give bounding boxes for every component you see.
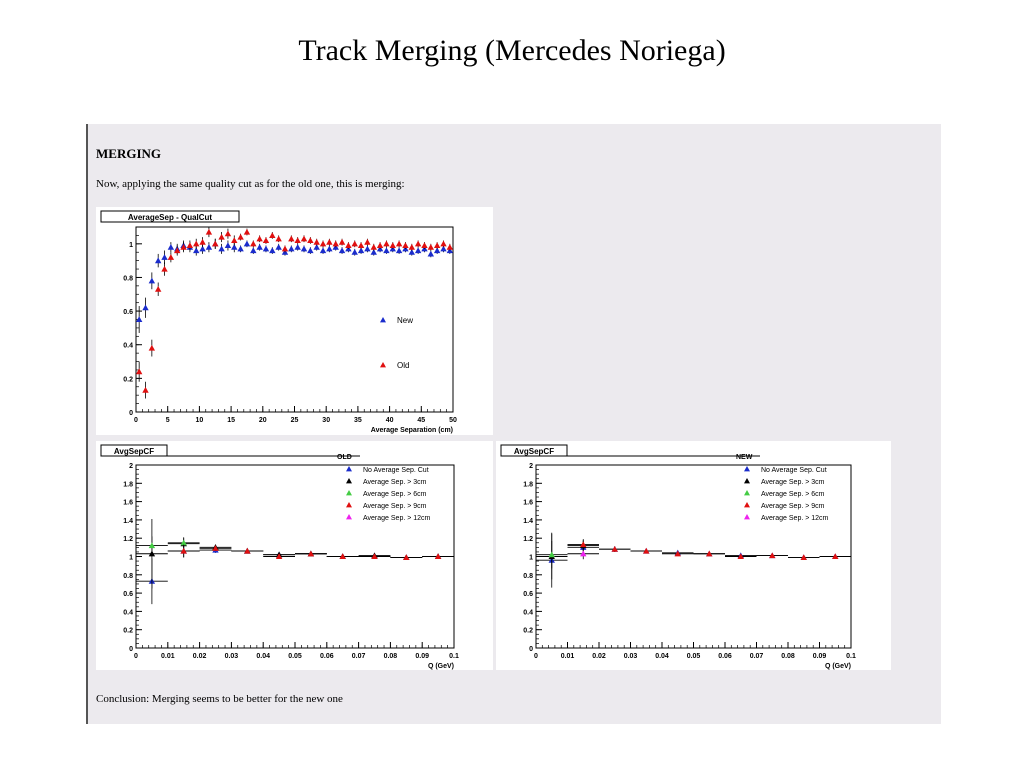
legend-marker [744, 466, 750, 471]
data-point [339, 239, 345, 245]
legend-label: Old [397, 361, 410, 370]
data-point [301, 246, 307, 252]
data-point [282, 246, 288, 252]
x-tick-label: 0.05 [288, 653, 302, 660]
x-tick-label: 0 [134, 653, 138, 660]
data-point [225, 242, 231, 248]
data-point [364, 246, 370, 252]
x-tick-label: 0.09 [415, 653, 430, 660]
x-tick-label: 0.04 [256, 653, 271, 660]
y-tick-label: 0.4 [123, 609, 133, 617]
x-tick-label: 0.04 [655, 653, 669, 660]
data-point [428, 244, 434, 250]
data-point [136, 368, 142, 374]
data-point [155, 257, 161, 263]
x-tick-label: 0.07 [749, 653, 764, 660]
chart-avgsepcf-old [96, 441, 493, 670]
data-point [409, 244, 415, 250]
data-point [320, 247, 326, 253]
data-point [326, 239, 332, 245]
x-axis-label: Q (GeV) [427, 663, 454, 670]
data-point [371, 244, 377, 250]
data-point [364, 239, 370, 245]
data-point [307, 237, 313, 243]
y-tick-label: 1 [529, 554, 533, 562]
data-point [440, 241, 446, 247]
x-tick-label: 0.06 [319, 653, 334, 660]
legend-marker [346, 478, 352, 483]
data-point [263, 246, 269, 252]
legend-marker [380, 362, 386, 367]
data-point [434, 242, 440, 248]
slide-title: Track Merging (Mercedes Noriega) [298, 34, 726, 67]
legend-label: No Average Sep. Cut [363, 467, 429, 474]
y-tick-label: 0 [129, 410, 133, 417]
x-tick-label: 20 [258, 417, 267, 424]
data-point [237, 246, 243, 252]
data-point [447, 244, 453, 250]
x-tick-label: 0.1 [846, 653, 856, 660]
y-tick-label: 0.2 [523, 627, 533, 635]
x-tick-label: 10 [195, 417, 204, 424]
chart-avgsepcf-new [496, 441, 891, 670]
data-point [142, 387, 148, 393]
y-tick-label: 0.8 [123, 275, 133, 283]
x-tick-label: 40 [385, 417, 394, 424]
legend-label: Average Sep. > 6cm [761, 491, 825, 498]
y-tick-label: 1 [129, 554, 133, 562]
data-point [168, 254, 174, 260]
data-point [294, 237, 300, 243]
data-point [352, 241, 358, 247]
x-axis-label: Average Separation (cm) [370, 427, 453, 434]
x-tick-label: 0.1 [449, 653, 459, 660]
chart-title: AverageSep - QualCut [127, 213, 213, 222]
x-tick-label: 0.08 [383, 653, 398, 660]
data-point [149, 345, 155, 351]
series-average-sep-9cm [568, 539, 852, 560]
y-tick-label: 0.2 [123, 627, 133, 635]
data-point [383, 241, 389, 247]
legend-label: Average Sep. > 12cm [363, 515, 431, 522]
data-point [142, 305, 148, 311]
y-tick-label: 0 [529, 646, 533, 653]
y-tick-label: 2 [129, 463, 133, 470]
legend-marker [346, 466, 352, 471]
y-tick-label: 2 [529, 463, 533, 470]
legend-label: Average Sep. > 3cm [761, 479, 825, 486]
data-point [237, 234, 243, 240]
legend-marker [346, 502, 352, 507]
data-point [218, 246, 224, 252]
data-point [301, 236, 307, 242]
data-point [307, 247, 313, 253]
data-point [275, 236, 281, 242]
chart-title: AvgSepCF [513, 447, 555, 456]
data-point [294, 244, 300, 250]
x-tick-label: 0.08 [781, 653, 795, 660]
plot-avgsepcf-old [96, 441, 493, 670]
x-tick-label: 0 [534, 653, 538, 660]
data-point [187, 242, 193, 248]
data-point [288, 236, 294, 242]
data-point [263, 237, 269, 243]
legend-label: No Average Sep. Cut [761, 467, 827, 474]
data-point [396, 241, 402, 247]
data-point [377, 242, 383, 248]
data-point [212, 241, 218, 247]
legend-marker [744, 490, 750, 495]
data-point [244, 229, 250, 235]
x-tick-label: 0.01 [560, 653, 575, 660]
data-point [256, 236, 262, 242]
data-point [250, 247, 256, 253]
x-tick-label: 25 [290, 417, 299, 424]
x-tick-label: 0.02 [192, 653, 207, 660]
y-tick-label: 0.8 [523, 572, 533, 580]
series-old [136, 227, 453, 399]
data-point [345, 242, 351, 248]
data-point [390, 242, 396, 248]
x-tick-label: 30 [322, 417, 331, 424]
y-tick-label: 0.6 [123, 309, 133, 317]
legend-marker [380, 317, 386, 322]
intro-text: Now, applying the same quality cut as for the old one, this is merging: [96, 178, 405, 190]
x-tick-label: 0.03 [623, 653, 638, 660]
chart-subtitle: NEW [736, 454, 753, 461]
data-point [275, 244, 281, 250]
data-point [250, 241, 256, 247]
x-tick-label: 0.03 [224, 653, 239, 660]
data-point [288, 246, 294, 252]
x-tick-label: 0.09 [812, 653, 827, 660]
data-point [333, 241, 339, 247]
y-tick-label: 0.4 [123, 342, 133, 350]
data-point [402, 242, 408, 248]
x-tick-label: 0.02 [592, 653, 606, 660]
x-tick-label: 5 [165, 417, 170, 424]
y-tick-label: 1 [129, 241, 133, 249]
legend-label: Average Sep. > 3cm [363, 479, 427, 486]
legend-label: Average Sep. > 9cm [761, 503, 825, 510]
data-point [199, 239, 205, 245]
data-point [218, 234, 224, 240]
legend-label: Average Sep. > 6cm [363, 491, 427, 498]
x-tick-label: 0 [134, 417, 138, 424]
y-tick-label: 0 [129, 646, 133, 653]
data-point [428, 251, 434, 257]
x-tick-label: 0.07 [351, 653, 366, 660]
legend-marker [346, 514, 352, 519]
data-point [161, 254, 167, 260]
y-tick-label: 0.6 [123, 591, 133, 599]
data-point [231, 237, 237, 243]
x-tick-label: 0.06 [718, 653, 732, 660]
data-point [149, 278, 155, 284]
data-point [396, 247, 402, 253]
legend-marker [744, 502, 750, 507]
legend-label: New [397, 316, 414, 325]
data-point [168, 244, 174, 250]
series-average-sep-6cm [536, 541, 568, 568]
data-point [339, 247, 345, 253]
y-tick-label: 1.2 [123, 536, 133, 544]
x-axis-label: Q (GeV) [824, 663, 851, 670]
data-point [352, 249, 358, 255]
legend-label: Average Sep. > 9cm [363, 503, 427, 510]
y-tick-label: 0.6 [523, 591, 533, 599]
data-point [225, 231, 231, 237]
y-tick-label: 0.4 [523, 609, 533, 617]
data-point [256, 244, 262, 250]
plot-averagesep-qualcut [96, 207, 493, 435]
y-tick-label: 1.6 [523, 499, 533, 507]
y-tick-label: 1.8 [123, 481, 133, 489]
series-average-sep-12cm [568, 548, 600, 559]
x-tick-label: 35 [354, 417, 362, 424]
y-tick-label: 1.4 [123, 517, 133, 525]
y-tick-label: 0.2 [123, 376, 133, 384]
x-tick-label: 45 [417, 417, 426, 424]
series-average-sep-6cm [136, 536, 200, 554]
legend-marker [744, 478, 750, 483]
data-point [383, 247, 389, 253]
chart-title: AvgSepCF [113, 447, 155, 456]
data-point [161, 266, 167, 272]
data-point [313, 239, 319, 245]
y-tick-label: 1.8 [523, 481, 533, 489]
x-tick-label: 50 [449, 417, 457, 424]
data-point [206, 244, 212, 250]
x-tick-label: 0.01 [160, 653, 175, 660]
legend-label: Average Sep. > 12cm [761, 515, 829, 522]
y-tick-label: 0.8 [123, 572, 133, 580]
y-tick-label: 1.2 [523, 536, 533, 544]
legend-marker [744, 514, 750, 519]
chart-subtitle: OLD [337, 454, 352, 461]
data-point [415, 241, 421, 247]
legend-marker [346, 490, 352, 495]
data-point [269, 232, 275, 238]
section-heading: MERGING [96, 146, 161, 161]
data-point [320, 241, 326, 247]
data-point [269, 247, 275, 253]
plot-avgsepcf-new [496, 441, 891, 670]
data-point [244, 241, 250, 247]
data-point [421, 242, 427, 248]
data-point [193, 241, 199, 247]
data-point [358, 242, 364, 248]
data-point [326, 246, 332, 252]
data-point [155, 286, 161, 292]
conclusion-text: Conclusion: Merging seems to be better for the new one [96, 693, 343, 705]
x-tick-label: 15 [227, 417, 235, 424]
series-average-sep-3cm [536, 534, 599, 580]
y-tick-label: 1.4 [523, 517, 533, 525]
data-point [206, 229, 212, 235]
data-point [415, 247, 421, 253]
chart-averagesep-qualcut [96, 207, 493, 435]
y-tick-label: 1.6 [123, 499, 133, 507]
x-tick-label: 0.05 [686, 653, 701, 660]
